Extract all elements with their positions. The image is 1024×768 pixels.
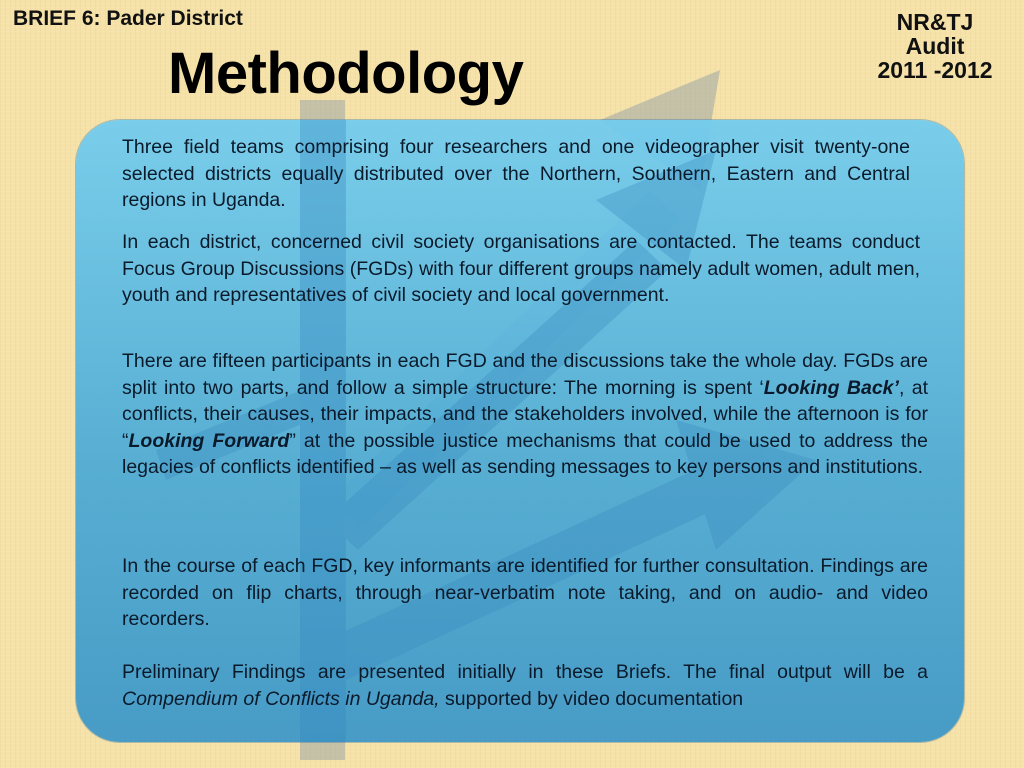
p3-text-e: ” at the possible justice mechanisms that could be used to address the legacies of conflicts identified – as well as sending messages to key persons and institutions.	[122, 429, 928, 478]
p5-text-c: supported by video documentation	[439, 687, 744, 710]
paragraph-district-fgds: In each district, concerned civil society organisations are contacted. The teams conduct Focus Group Discussions (FGDs) with four different groups namely adult women, adult men, youth and representatives of civil society and local government.	[122, 231, 920, 306]
p3-text-a: There are fifteen participants in each FGD and the discussions take the whole day. FGDs are split into two parts, and follow a simple structure: The morning is spent ‘	[122, 350, 928, 399]
p5-text-a: Preliminary Findings are presented initially in these Briefs. The final output will be a	[122, 661, 928, 683]
audit-line-1: NR&TJ	[896, 9, 974, 35]
p5-compendium: Compendium of Conflicts in Uganda,	[122, 687, 440, 710]
paragraph-field-teams: Three field teams comprising four researchers and one videographer visit twenty-one selected districts equally distributed over the Northern, Southern, Eastern and Central regions in Uganda.	[122, 136, 910, 211]
p3-looking-back: Looking Back’	[763, 376, 899, 399]
slide-title: Methodology	[168, 41, 524, 106]
audit-label	[850, 10, 1020, 82]
paragraph-preliminary-findings	[122, 659, 928, 712]
paragraph-fgd-structure	[122, 348, 928, 481]
audit-line-2: Audit	[905, 33, 965, 59]
paragraph-key-informants: In the course of each FGD, key informants are identified for further consultation. Findings are recorded on flip charts, through near-verbatim note taking, and on audio- and video recorders.	[122, 555, 928, 630]
brief-label: BRIEF 6: Pader District	[13, 7, 243, 30]
p3-text-c: , at conflicts, their causes, their impacts, and the stakeholders involved, while the afternoon is for “	[122, 376, 928, 452]
p3-looking-forward: Looking Forward	[128, 429, 290, 452]
audit-line-3: 2011 -2012	[877, 57, 993, 83]
